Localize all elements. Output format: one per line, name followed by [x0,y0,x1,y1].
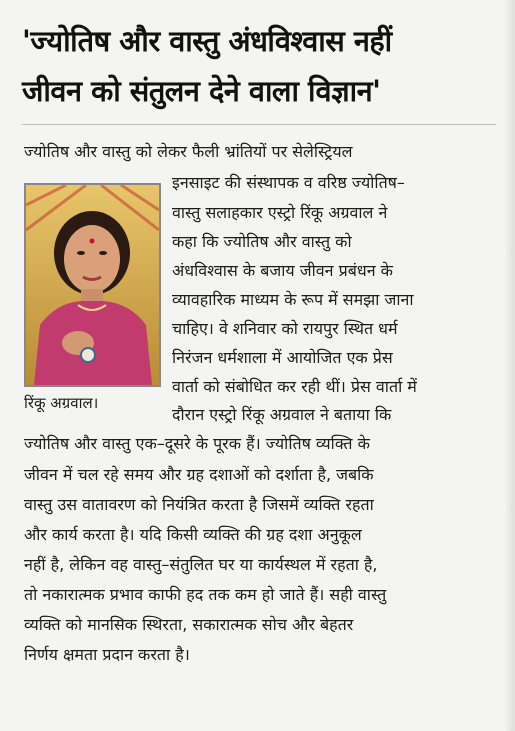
article-line: जीवन में चल रहे समय और ग्रह दशाओं को दर्शाता है, जबकि [24,465,374,484]
headline-divider [22,124,496,125]
article-line: चाहिए। वे शनिवार को रायपुर स्थित धर्म [172,319,398,338]
page-edge-shadow [505,0,515,731]
article-line: व्यक्ति को मानसिक स्थिरता, सकारात्मक सोच और बेहतर [24,615,354,634]
article-line: तो नकारात्मक प्रभाव काफी हद तक कम हो जाते हैं। सही वास्तु [24,585,387,604]
article-line: वास्तु उस वातावरण को नियंत्रित करता है जिसमें व्यक्ति रहता [24,495,374,514]
article-line: निरंजन धर्मशाला में आयोजित एक प्रेस [172,348,393,367]
headline [22,16,502,116]
article-line: कहा कि ज्योतिष और वास्तु को [172,232,352,251]
article-line: ज्योतिष और वास्तु को लेकर फैली भ्रांतियों पर सेलेस्ट्रियल [24,142,353,161]
portrait-illustration [26,185,159,385]
article-line: व्यावहारिक माध्यम के रूप में समझा जाना [172,290,414,309]
article-line: इनसाइट की संस्थापक व वरिष्ठ ज्योतिष– [172,173,405,192]
article-line: वास्तु सलाहकार एस्ट्रो रिंकू अग्रवाल ने [172,203,388,222]
headline-line-2: जीवन को संतुलन देने वाला विज्ञान' [22,74,381,108]
photo-caption: रिंकू अग्रवाल। [24,394,99,412]
article-line: दौरान एस्ट्रो रिंकू अग्रवाल ने बताया कि [172,405,392,424]
headline-line-1: 'ज्योतिष और वास्तु अंधविश्वास नहीं [22,24,392,58]
article-line: वार्ता को संबोधित कर रही थीं। प्रेस वार्ता में [172,377,417,396]
article-line: और कार्य करता है। यदि किसी व्यक्ति की ग्रह दशा अनुकूल [24,525,362,544]
article-line: नहीं है, लेकिन वह वास्तु–संतुलित घर या कार्यस्थल में रहता है, [24,555,378,574]
article-line: अंधविश्वास के बजाय जीवन प्रबंधन के [172,261,393,280]
article-line: ज्योतिष और वास्तु एक–दूसरे के पूरक हैं। ज्योतिष व्यक्ति के [24,434,370,453]
article-line: निर्णय क्षमता प्रदान करता है। [24,645,190,664]
portrait-photo [24,183,161,387]
